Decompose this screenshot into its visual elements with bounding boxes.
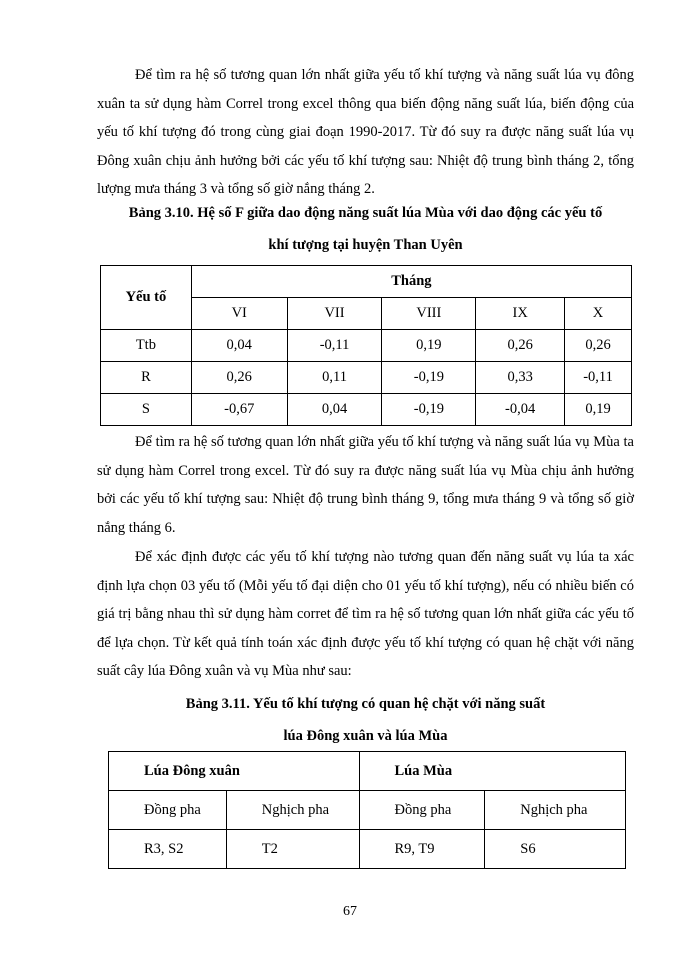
value-cell: -0,11 [565,362,632,394]
table-3-11 [108,751,626,869]
table-3-10 [100,265,632,426]
page-number: 67 [343,904,357,919]
value-cell: 0,26 [191,362,287,394]
caption-line: Bảng 3.10. Hệ số F giữa dao động năng suất lúa Mùa với dao động các yếu tố [128,205,603,221]
value-cell: -0,19 [382,394,476,426]
factor-cell: R [101,362,192,394]
subheader-cell: Đồng pha [109,791,227,830]
paragraph-2: Để tìm ra hệ số tương quan lớn nhất giữa yếu tố khí tượng và năng suất lúa vụ Mùa ta sử dụng hàm Correl trong excel. Từ đó suy ra được năng suất lúa vụ Mùa chịu ảnh hưởng bởi các yếu tố khí tượng sau: Nhiệt độ trung bình tháng 9, tổng mưa tháng 9 và tổng số giờ nắng tháng 6. [97,434,634,536]
value-cell: -0,11 [287,330,382,362]
factor-cell: Ttb [101,330,192,362]
month-cell: IX [476,298,565,330]
value-cell: 0,04 [287,394,382,426]
paragraph-3: Để xác định được các yếu tố khí tượng nào tương quan đến năng suất vụ lúa ta xác định lựa chọn 03 yếu tố (Mỗi yếu tố đại diện cho 01 yếu tố khí tượng), nếu có nhiều biến có giá trị bằng nhau thì sử dụng hàm corret để tìm ra hệ số tương quan lớn nhất giữa các yếu tố để lựa chọn. Từ kết quả tính toán xác định được yếu tố khí tượng có quan hệ chặt với năng suất cây lúa Đông xuân và vụ Mùa như sau: [97,549,634,679]
value-cell: S6 [485,830,626,869]
value-cell: 0,33 [476,362,565,394]
value-cell: 0,04 [191,330,287,362]
table-row [101,394,632,426]
value-cell: 0,26 [565,330,632,362]
table-row [101,362,632,394]
value-cell: -0,04 [476,394,565,426]
table-3-11-caption [97,688,634,752]
month-cell: VII [287,298,382,330]
group-header-mua: Lúa Mùa [359,752,625,791]
value-cell: 0,11 [287,362,382,394]
table-row [101,330,632,362]
month-cell: VIII [382,298,476,330]
caption-line: khí tượng tại huyện Than Uyên [268,237,463,253]
factor-header: Yếu tố [101,266,192,330]
subheader-cell: Đồng pha [359,791,485,830]
value-cell: T2 [226,830,359,869]
caption-line: Bảng 3.11. Yếu tố khí tượng có quan hệ chặt với năng suất [185,696,546,712]
value-cell: R9, T9 [359,830,485,869]
caption-line: lúa Đông xuân và lúa Mùa [283,728,448,744]
month-cell: VI [191,298,287,330]
table-3-10-caption [97,197,634,261]
value-cell: R3, S2 [109,830,227,869]
month-header: Tháng [191,266,631,298]
value-cell: 0,26 [476,330,565,362]
month-cell: X [565,298,632,330]
value-cell: 0,19 [565,394,632,426]
value-cell: 0,19 [382,330,476,362]
group-header-dong-xuan: Lúa Đông xuân [109,752,360,791]
subheader-cell: Nghịch pha [485,791,626,830]
factor-cell: S [101,394,192,426]
paragraph-1: Để tìm ra hệ số tương quan lớn nhất giữa yếu tố khí tượng và năng suất lúa vụ đông xuân ta sử dụng hàm Correl trong excel thông qua biến động năng suất lúa, biến động của yếu tố khí tượng đó trong cùng giai đoạn 1990-2017. Từ đó suy ra được năng suất lúa vụ Đông xuân chịu ảnh hưởng bởi các yếu tố khí tượng sau: Nhiệt độ trung bình tháng 2, tổng lượng mưa tháng 3 và tổng số giờ nắng tháng 2. [97,67,634,197]
table-row [109,830,626,869]
value-cell: -0,19 [382,362,476,394]
subheader-cell: Nghịch pha [226,791,359,830]
value-cell: -0,67 [191,394,287,426]
